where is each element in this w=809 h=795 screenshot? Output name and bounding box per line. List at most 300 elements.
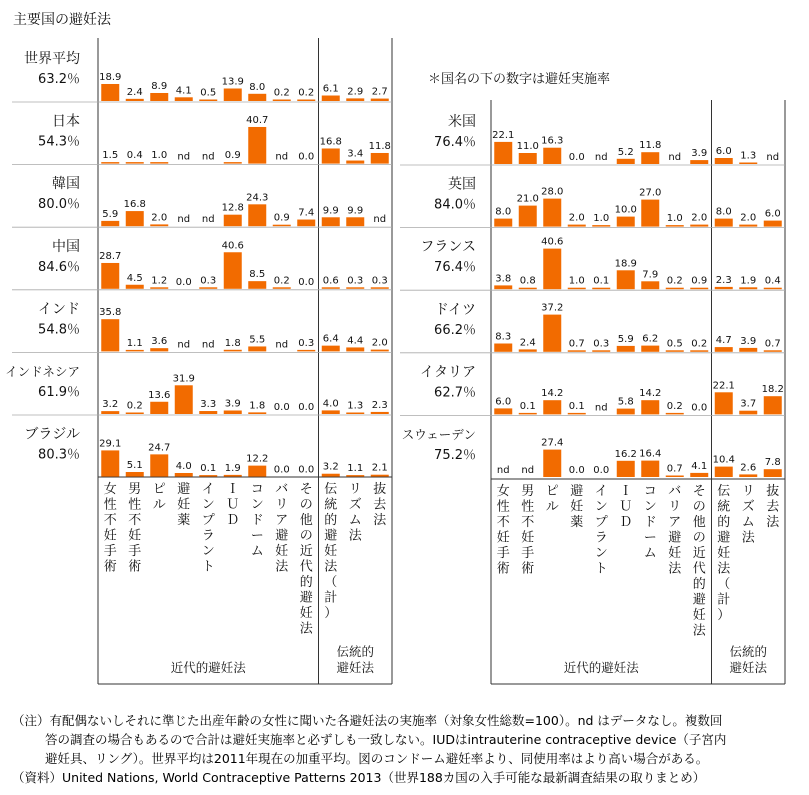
bar [150,348,168,351]
tick-label: 不 [496,515,510,530]
country-name: 韓国 [52,176,80,193]
bar [322,474,340,477]
group-label-modern: 近代的避妊法 [170,660,246,675]
data-label: 8.0 [249,81,266,93]
bar [666,413,684,415]
data-label: 0.0 [568,152,585,163]
data-label: 0.1 [200,463,217,475]
country-name: 英国 [448,176,476,193]
bar [592,225,610,227]
tick-label: 妊 [717,546,731,561]
data-label: 8.0 [715,206,732,218]
country-name: インド [38,301,80,318]
bar [371,287,389,289]
tick-label: 妊 [177,497,191,513]
bar [715,467,733,477]
data-label: 0.1 [568,400,585,412]
tick-label: そ [299,482,313,497]
bar [322,346,340,352]
tick-label: 避 [324,528,338,544]
footnote-line-1: （注）有配偶ないしそれに準じた出産年齢の女性に聞いた各避妊法の実施率（対象女性総数=100）。nd はデータなし。複数回 [12,713,723,728]
tick-label: ト [594,561,608,577]
bar [764,350,782,352]
bar [666,350,684,352]
bar [346,161,364,164]
bar [764,288,782,290]
bar [175,473,193,477]
data-label: 0.2 [273,275,290,287]
data-label: 12.2 [246,453,269,465]
data-label: 0.0 [273,464,290,476]
tick-label: 女 [103,482,117,497]
bar [543,400,561,414]
data-label: 4.0 [175,461,192,472]
bar [126,162,144,164]
data-label: 0.9 [691,275,708,287]
bar [371,99,389,101]
tick-label: 法 [692,623,706,639]
data-label: 6.2 [642,333,659,345]
bar [224,88,242,101]
data-label: 1.3 [740,150,757,162]
data-label: 7.8 [764,457,781,469]
data-label: 2.0 [568,212,585,224]
country-rate: 84.6％ [38,259,80,275]
tick-label: ピ [152,482,166,497]
data-label: 27.4 [541,437,564,449]
data-label: 10.4 [712,454,735,466]
tick-label: 性 [103,497,117,513]
tick-label: 法 [766,515,780,530]
tick-label: 統 [717,499,731,515]
bar [224,410,242,414]
bar [519,206,537,227]
bar [248,281,266,289]
data-label: 18.9 [99,71,122,83]
bar [273,225,291,227]
data-label: 2.3 [371,399,388,411]
bar [568,413,586,415]
bar [322,410,340,414]
bar [371,153,389,164]
data-label: 40.7 [246,114,269,126]
data-label: 40.6 [541,236,564,248]
bar [739,348,757,352]
tick-label: バ [275,482,289,497]
bar [568,288,586,290]
data-label: 0.2 [298,87,315,99]
bar [617,159,635,164]
bar [739,225,757,227]
data-label: nd [668,152,682,163]
tick-label: ル [545,499,559,515]
data-label: nd [275,339,289,351]
tick-label: Ｉ [226,482,240,497]
tick-label: 手 [128,544,142,559]
bar [248,94,266,101]
bar [592,288,610,290]
data-label: 2.1 [371,462,388,474]
bar [101,319,119,351]
data-label: 0.9 [224,150,241,162]
tick-label: ズ [348,497,362,513]
country-name: ドイツ [434,301,476,318]
tick-label: 法 [324,559,338,575]
bar [690,225,708,227]
bar [150,93,168,101]
tick-label: バ [668,484,682,499]
bar [617,461,635,477]
bar [248,346,266,351]
tick-label: 不 [128,513,142,528]
bar [715,219,733,227]
group-label-traditional: 伝統的 [729,644,768,659]
bar [617,217,635,227]
data-label: 22.1 [492,129,515,141]
bar [224,215,242,227]
country-rate: 84.0％ [434,197,476,213]
data-label: 18.9 [614,258,637,270]
footnotes [12,713,726,785]
data-label: 0.4 [126,150,143,162]
tick-label: 的 [299,575,313,590]
data-label: 4.1 [691,460,708,472]
data-label: 4.5 [126,272,143,284]
tick-label: ル [152,497,166,513]
data-label: 1.0 [151,150,168,162]
country-name: フランス [420,239,476,256]
bar [101,162,119,164]
data-label: 11.0 [516,141,539,152]
tick-label: の [692,530,706,546]
data-label: nd [496,465,510,476]
data-label: 1.8 [249,400,266,412]
data-label: 1.9 [740,275,757,287]
data-label: 0.6 [322,275,339,287]
data-label: 22.1 [712,380,735,392]
tick-label: 的 [692,577,706,592]
data-label: 29.1 [99,438,122,450]
tick-label: 法 [348,528,362,544]
tick-label: 避 [668,530,682,546]
tick-label: 的 [717,515,731,530]
tick-label: ア [275,513,289,528]
bar [101,221,119,226]
data-label: 0.1 [593,275,610,287]
data-label: 28.0 [541,186,564,198]
tick-label: コ [250,482,264,497]
tick-label: 薬 [570,515,584,530]
data-label: 2.6 [740,462,757,474]
data-label: 0.0 [298,464,315,476]
tick-label: 計 [324,590,338,606]
bar [739,163,757,165]
country-rate: 62.7％ [434,385,476,401]
data-label: 6.4 [322,333,339,345]
bar [690,350,708,352]
bar [690,288,708,290]
tick-label: 妊 [496,530,510,546]
bar [297,220,315,227]
bar [150,162,168,164]
bar [592,350,610,352]
bar [273,287,291,289]
bar [126,99,144,101]
bar [126,472,144,477]
tick-label: 術 [521,561,535,577]
tick-label: ム [348,513,362,528]
tick-label: ン [594,546,608,561]
country-rate: 80.0％ [38,197,80,213]
tick-label: プ [201,513,215,528]
country-name: 米国 [448,114,476,130]
bar [641,400,659,414]
data-label: 3.9 [691,148,708,160]
data-label: 2.0 [691,212,708,224]
tick-label: 抜 [766,484,780,499]
data-label: 5.9 [102,208,119,220]
bar [322,287,340,289]
bar [494,219,512,227]
country-name: 世界平均 [24,51,80,67]
tick-label: （ [717,577,731,592]
data-label: 4.4 [347,335,364,347]
data-label: 11.8 [368,140,391,152]
data-label: 12.8 [221,202,244,214]
data-label: 1.1 [347,463,364,475]
bar [690,160,708,164]
data-label: 0.0 [273,402,290,413]
bar [126,285,144,289]
tick-label: 妊 [324,544,338,559]
tick-label: 避 [299,590,313,606]
country-name: 中国 [52,238,80,255]
country-rate: 61.9％ [38,385,80,400]
bar [101,450,119,476]
data-label: 0.0 [298,151,315,163]
tick-label: ン [201,544,215,559]
tick-label: 他 [692,515,706,530]
country-name: インドネシア [5,364,80,379]
bar [543,450,561,477]
tick-label: 避 [717,530,731,546]
tick-label: 手 [496,546,510,561]
bar [641,346,659,352]
data-label: 14.2 [541,388,564,400]
data-label: 3.2 [102,399,119,411]
tick-label: 妊 [570,499,584,515]
bar [248,127,266,164]
bar [690,473,708,477]
bar [494,408,512,414]
tick-label: 女 [496,484,510,499]
tick-label: 妊 [103,528,117,544]
tick-label: 避 [570,484,584,499]
bar [248,204,266,226]
data-label: 1.9 [224,462,241,474]
bar [322,217,340,226]
bar [617,346,635,352]
data-label: 2.0 [371,337,388,349]
data-label: 21.0 [516,193,539,205]
data-label: 1.1 [126,337,143,349]
bar [224,162,242,164]
data-label: 16.4 [639,448,662,460]
group-label-traditional: 避妊法 [336,660,375,675]
data-label: 5.8 [617,396,634,408]
bar [248,466,266,477]
data-label: 40.6 [221,240,244,252]
tick-label: 計 [717,592,731,608]
data-label: 9.9 [322,205,339,217]
bar [175,97,193,101]
bar [568,350,586,352]
tick-label: 代 [692,561,706,577]
tick-label: の [299,528,313,544]
tick-label: コ [643,484,657,499]
data-label: 0.0 [593,465,610,476]
tick-label: 避 [692,592,706,608]
tick-label: 法 [299,621,313,637]
bar [715,347,733,352]
data-label: nd [177,339,191,351]
bar [199,100,217,102]
data-label: 6.0 [764,208,781,220]
tick-label: リ [348,482,362,497]
data-label: 35.8 [99,307,122,319]
data-label: nd [201,214,215,226]
data-label: 6.0 [495,396,512,408]
data-label: 24.7 [148,442,171,454]
tick-label: の [692,499,706,515]
bar [739,411,757,415]
tick-label: 抜 [373,482,387,497]
data-label: 0.3 [347,275,364,287]
tick-label: ン [594,499,608,515]
data-label: 2.4 [519,337,536,349]
bar [346,475,364,477]
bar [126,413,144,415]
data-label: nd [766,152,780,163]
tick-label: 避 [177,482,191,497]
country-rate: 54.8％ [38,322,80,338]
bar [494,142,512,164]
data-label: 28.7 [99,250,122,262]
data-label: 0.9 [273,212,290,224]
tick-label: ド [643,515,657,530]
bar [641,281,659,289]
bar [715,287,733,289]
tick-label: ラ [201,528,215,544]
footnote-line-4: （資料）United Nations, World Contraceptive Patterns 2013（世界188カ国の入手可能な最新調査結果の取りまとめ） [12,770,706,785]
bar [371,412,389,414]
tick-label: の [299,497,313,513]
tick-label: 代 [299,559,313,575]
bar [543,249,561,290]
tick-label: Ｉ [619,484,633,499]
country-rate: 54.3％ [38,134,80,150]
bar [101,84,119,101]
data-label: 0.7 [666,463,683,475]
data-label: 3.9 [740,335,757,347]
bar [764,469,782,477]
bar [666,288,684,290]
bar [346,413,364,415]
data-label: 4.1 [175,85,192,97]
bar [641,152,659,164]
tick-label: 術 [103,559,117,575]
data-label: 0.3 [298,337,315,349]
tick-label: ム [250,544,264,559]
data-label: 0.7 [764,338,781,350]
bar [543,148,561,164]
bar [543,315,561,352]
data-label: 24.3 [246,192,269,204]
data-label: 1.3 [347,400,364,412]
data-label: 1.0 [666,213,683,225]
data-label: 31.9 [172,373,195,385]
tick-label: ン [250,497,264,513]
bar [617,270,635,289]
data-label: 3.8 [495,273,512,285]
bar [715,392,733,414]
tick-label: 法 [717,561,731,577]
data-label: 6.1 [322,83,339,95]
bar [199,411,217,414]
bar [641,461,659,477]
bar [346,287,364,289]
bar [346,217,364,226]
data-label: 0.2 [273,87,290,99]
tick-label: プ [594,515,608,530]
tick-label: 法 [373,513,387,528]
country-rate: 66.2％ [434,322,476,338]
data-label: nd [275,151,289,163]
data-label: 0.5 [666,338,683,350]
country-rate: 76.4％ [434,260,476,276]
bar [739,287,757,289]
bar [150,402,168,414]
tick-label: ン [201,497,215,513]
bar [322,96,340,101]
tick-label: 妊 [299,606,313,621]
bar [519,349,537,351]
tick-label: 妊 [668,546,682,561]
tick-label: リ [275,497,289,513]
data-label: 0.0 [691,402,708,414]
data-label: 8.0 [495,206,512,218]
data-label: 1.8 [224,337,241,349]
left-panel [5,38,392,684]
chart-title: 主要国の避妊法 [13,12,111,28]
data-label: 2.0 [740,212,757,224]
bar [150,224,168,226]
data-label: 16.8 [319,136,342,148]
country-name: ブラジル [24,426,80,443]
tick-label: 法 [741,530,755,546]
group-label-traditional: 避妊法 [729,660,768,675]
data-label: 0.3 [593,338,610,350]
tick-label: Ｕ [619,499,633,515]
tick-label: ー [643,530,657,546]
data-label: 13.6 [148,389,171,401]
bar [371,475,389,477]
country-rate: 80.3％ [38,447,80,463]
tick-label: 妊 [275,544,289,559]
tick-label: Ｄ [226,513,240,528]
tick-label: 的 [324,513,338,528]
data-label: 0.7 [568,338,585,350]
